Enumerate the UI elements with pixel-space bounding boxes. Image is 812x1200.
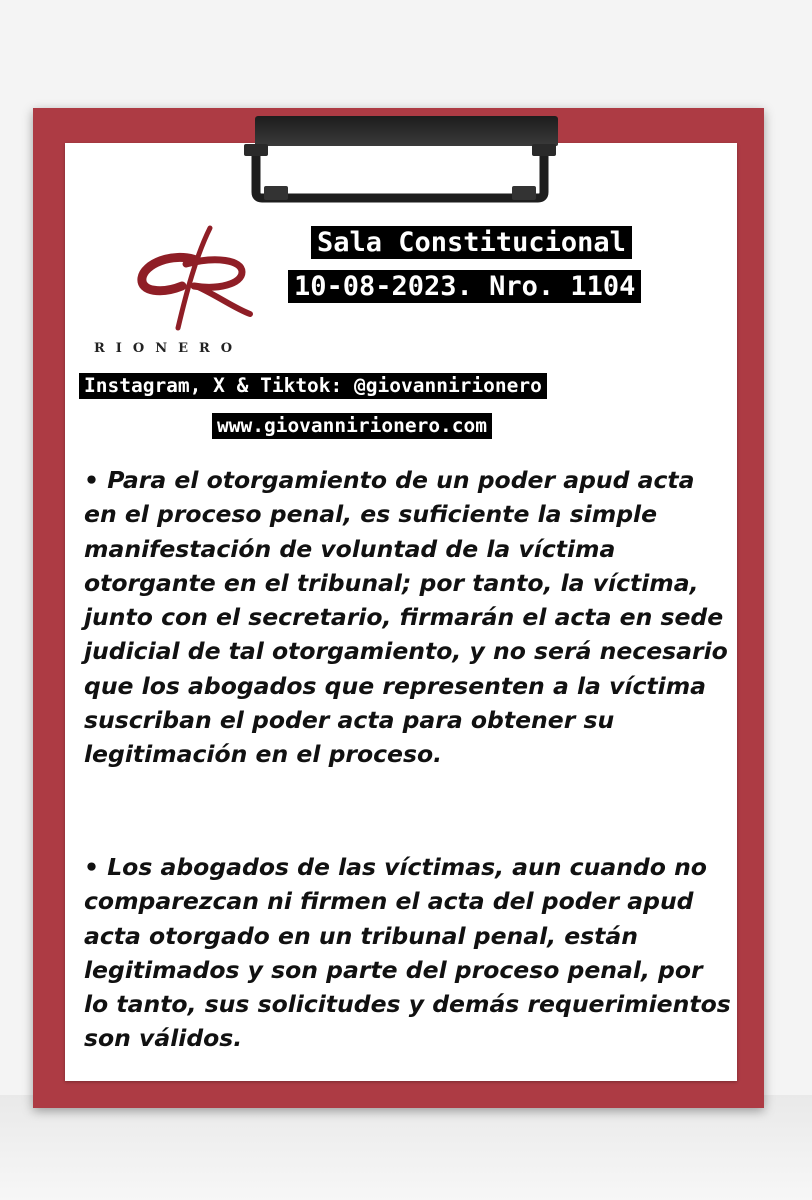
social-handles: Instagram, X & Tiktok: @giovannirionero [79,373,547,399]
background-shade [0,1095,812,1200]
ruling-summary-paragraph-2: • Los abogados de las víctimas, aun cuando no comparezcan ni firmen el acta del poder apud acta otorgado en un tribunal penal, están legitimados y son parte del proceso penal, por lo tanto, sus solicitudes y demás requerimientos son válidos. [84,853,731,1053]
ruling-date-number: 10-08-2023. Nro. 1104 [288,270,641,303]
website-url: www.giovannirionero.com [212,413,492,439]
ruling-summary-paragraph-1: • Para el otorgamiento de un poder apud acta en el proceso penal, es suficiente la simple manifestación de voluntad de la víctima otorgante en el tribunal; por tanto, la víctima, junto con el secretario, firmarán el acta en sede judicial de tal otorgamiento, y no será necesario que los abogados que representen a la víctima suscriban el poder acta para obtener su legitimación en el proceso. [84,466,728,769]
rionero-monogram-logo [92,220,302,360]
rionero-wordmark: RIONERO [94,341,244,356]
clipboard-clip-wire [244,140,556,204]
ruling-court-title: Sala Constitucional [311,226,632,259]
